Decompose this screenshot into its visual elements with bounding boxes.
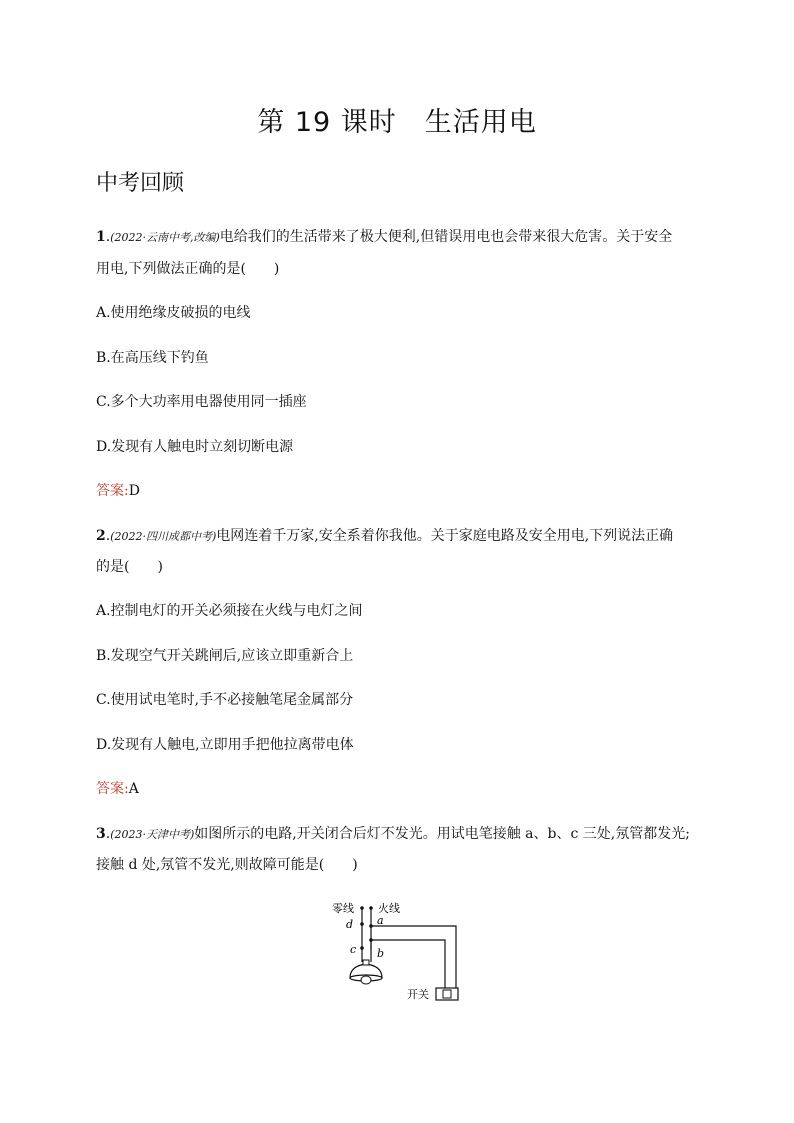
question-2-option-a: A.控制电灯的开关必须接在火线与电灯之间 — [96, 603, 363, 619]
question-1-answer — [96, 480, 140, 500]
question-2-stem: 2.(2022·四川成都中考)电网连着千万家,安全系着你我他。关于家庭电路及安全用电,下列说法正确 — [96, 528, 674, 544]
point-c-dot — [360, 946, 364, 950]
answer-value: A — [128, 781, 139, 797]
live-terminal-dot — [369, 906, 373, 910]
switch-icon — [443, 990, 451, 998]
question-text: 如图所示的电路,开关闭合后灯不发光。用试电笔接触 a、b、c 三处,氖管都发光; — [194, 826, 690, 842]
question-1-stem: 1.(2022·云南中考,改编)电给我们的生活带来了极大便利,但错误用电也会带来很大危害。关于安全 — [96, 229, 673, 245]
section-title: 中考回顾 — [96, 171, 185, 196]
point-c-label: c — [350, 943, 357, 956]
point-a-dot — [369, 924, 373, 928]
question-number: 3 — [96, 826, 106, 842]
question-2-stem-cont: 的是( ) — [96, 559, 163, 575]
question-3-stem-cont: 接触 d 处,氖管不发光,则故障可能是( ) — [96, 857, 358, 873]
neutral-terminal-dot — [360, 906, 364, 910]
question-1-option-c: C.多个大功率用电器使用同一插座 — [96, 394, 307, 410]
question-2-option-d: D.发现有人触电,立即用手把他拉离带电体 — [96, 737, 354, 753]
question-text: 电给我们的生活带来了极大便利,但错误用电也会带来很大危害。关于安全 — [219, 229, 673, 245]
answer-label: 答案: — [96, 483, 129, 499]
question-source: (2022·四川成都中考) — [110, 530, 217, 543]
question-source: (2022·云南中考,改编) — [110, 231, 220, 244]
point-d-label: d — [346, 918, 354, 931]
switch-label: 开关 — [407, 988, 429, 1001]
question-3-stem: 3.(2023·天津中考)如图所示的电路,开关闭合后灯不发光。用试电笔接触 a、b、c 三处,氖管都发光; — [96, 826, 690, 842]
point-b-label: b — [377, 947, 385, 960]
question-1-stem-cont: 用电,下列做法正确的是( ) — [96, 261, 280, 277]
question-1-option-b: B.在高压线下钓鱼 — [96, 350, 209, 366]
live-wire-label: 火线 — [378, 902, 400, 915]
point-a-label: a — [377, 914, 384, 927]
question-1-option-d: D.发现有人触电时立刻切断电源 — [96, 439, 294, 455]
point-b-dot — [369, 938, 373, 942]
neutral-wire-label: 零线 — [332, 902, 354, 915]
answer-value: D — [128, 483, 140, 499]
question-1-option-a: A.使用绝缘皮破损的电线 — [96, 305, 251, 321]
circuit-diagram — [328, 896, 468, 1008]
question-number: 2 — [96, 528, 106, 544]
lamp-icon — [350, 960, 382, 984]
answer-label: 答案: — [96, 781, 129, 797]
question-text: 电网连着千万家,安全系着你我他。关于家庭电路及安全用电,下列说法正确 — [216, 528, 674, 544]
question-2-option-b: B.发现空气开关跳闸后,应该立即重新合上 — [96, 648, 354, 664]
question-2-answer — [96, 778, 139, 798]
page-title: 第 19 课时 生活用电 — [257, 107, 537, 138]
question-2-option-c: C.使用试电笔时,手不必接触笔尾金属部分 — [96, 692, 354, 708]
question-number: 1 — [96, 229, 106, 245]
point-d-dot — [360, 922, 364, 926]
question-source: (2023·天津中考) — [110, 828, 195, 841]
